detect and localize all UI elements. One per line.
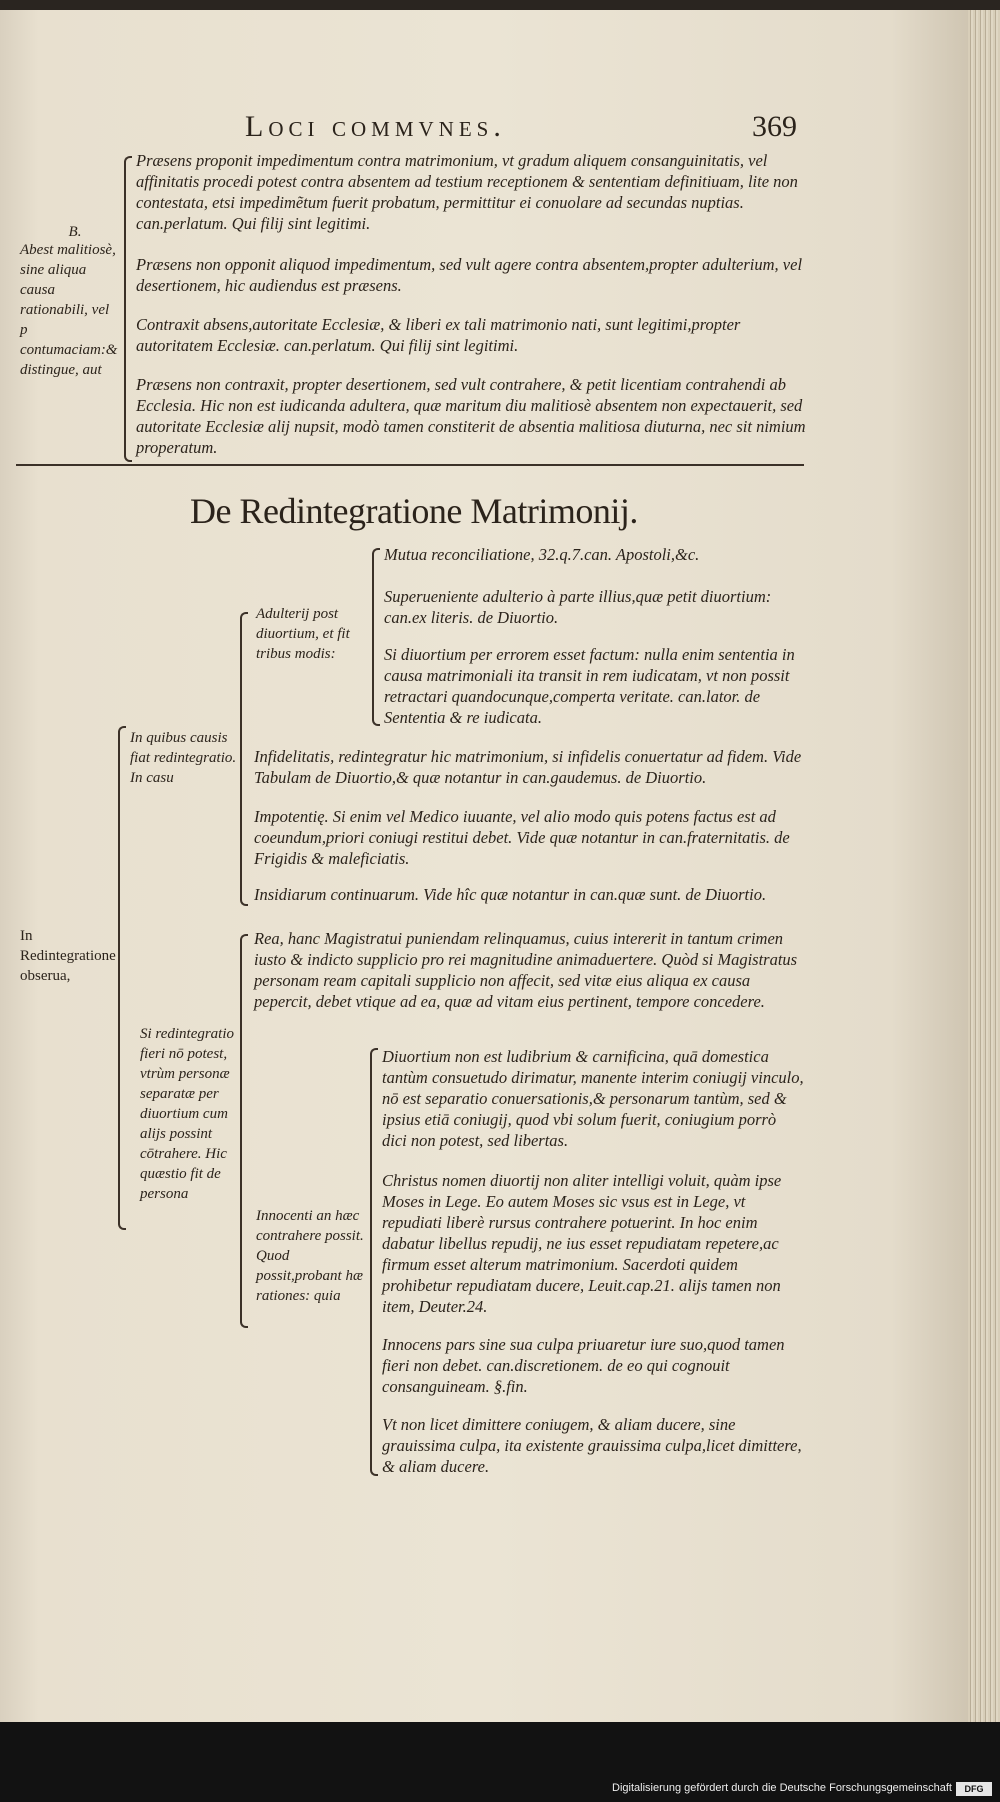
adulterij-label: Adulterij post diuortium, et fit tribus modis: <box>256 606 350 662</box>
page-edge <box>968 10 1000 1722</box>
adulterij-item-3: Si diuortium per errorem esset factum: nulla enim sententia in causa matrimoniali ita transit in rem iudicatam, vt non possit retractari quandocunque,comperta veritate. can.lator. de Sententia & re iudicata. <box>384 645 795 727</box>
branch-a-label: In quibus causis fiat redintegratio. In casu <box>130 730 237 786</box>
section-heading: De Redintegratione Matrimonij. <box>190 491 638 531</box>
adulterij-item-2: Superueniente adulterio à parte illius,quæ petit diuortium: can.ex literis. de Diuortio. <box>384 587 772 627</box>
innocenti-item-1: Diuortium non est ludibrium & carnificina, quā domestica tantùm consuetudo dirimatur, manente interim coniugij vinculo, nō est separatio conuersationis,& personarum tantùm, sed & ipsius etiā coniugij, quod vbi solum fuerit, coniugium porrò dici non potest, sed libertas. <box>382 1047 804 1150</box>
section1-brace <box>124 156 132 462</box>
branch-b-brace <box>240 934 248 1328</box>
branch-a-brace <box>240 612 248 906</box>
section1-entry-1: Præsens proponit impedimentum contra matrimonium, vt gradum aliquem consanguinitatis, vel affinitatis procedi potest contra absentem ad testium receptionem & sententiam definitiuam, lite non contestata, etsi impedimẽtum fuerit probatum, permittitur ei conuolare ad secundas nuptias. can.perlatum. Qui filij sint legitimi. <box>136 151 798 233</box>
running-header: Loci commvnes. <box>245 110 506 143</box>
innocenti-item-4: Vt non licet dimittere coniugem, & aliam ducere, sine grauissima culpa, ita existente grauissima culpa,licet dimittere, & aliam ducere. <box>382 1415 802 1476</box>
branch-b-label: Si redintegratio fieri nō potest, vtrùm personæ separatæ per diuortium cum alijs possint cōtrahere. Hic quæstio fit de persona <box>140 1026 235 1202</box>
section1-entry-4: Præsens non contraxit, propter desertionem, sed vult contrahere, & petit licentiam contrahendi ab Ecclesia. Hic non est iudicanda adultera, quæ maritum diu malitiosè absentem non expectauerit, sed autoritate Ecclesiæ alij nupsit, modò tamen constiterit de absentia malitiosa diuturna, nec sit nimium properatum. <box>136 375 806 457</box>
adulterij-item-1: Mutua reconciliatione, 32.q.7.can. Apostoli,&c. <box>384 545 700 564</box>
innocenti-item-3: Innocens pars sine sua culpa priuaretur iure suo,quod tamen fieri non debet. can.discretionem. de eo qui cognouit consanguineam. §.fin. <box>382 1335 785 1396</box>
section1-entry-3: Contraxit absens,autoritate Ecclesiæ, & liberi ex tali matrimonio nati, sunt legitimi,propter autoritatem Ecclesiæ. can.perlatum. Qui filij sint legitimi. <box>136 315 741 355</box>
section1-entry-2: Præsens non opponit aliquod impedimentum, sed vult agere contra absentem,propter adulterium, vel desertionem, hic audiendus est præsens. <box>136 255 803 295</box>
adulterij-brace <box>372 548 380 726</box>
footer-credit: Digitalisierung gefördert durch die Deutsche Forschungsgemeinschaft <box>612 1782 952 1794</box>
section-divider <box>16 464 804 466</box>
impotentie-item: Impotentię. Si enim vel Medico iuuante, vel alio modo quis potens factus est ad coeundum,priori coniugi restitui debet. Vide quæ notantur in can.fraternitatis. de Frigidis & maleficiatis. <box>254 807 790 868</box>
section1-left-label: Abest malitiosè, sine aliqua causa rationabili, vel p contumaciam:& distingue, aut <box>20 242 118 378</box>
innocenti-item-2: Christus nomen diuortij non aliter intelligi voluit, quàm ipse Moses in Lege. Eo autem Moses sic vsus est in Lege, vt repudiati liberè rursus contrahere potuerint. In hoc enim dabatur libellus repudij, ne ius esset repudiatam repetere,ac firmum esset alterum matrimonium. Sacerdoti quidem prohibetur repudiatam ducere, Leuit.cap.21. alijs tamen non item, Deuter.24. <box>382 1171 782 1316</box>
digitization-footer <box>0 1722 1000 1802</box>
insidiarum-item: Insidiarum continuarum. Vide hîc quæ notantur in can.quæ sunt. de Diuortio. <box>254 885 767 904</box>
rea-item: Rea, hanc Magistratui puniendam relinquamus, cuius intererit in tantum crimen iusto & indicto supplicio pro rei magnitudine animaduertere. Quòd si Magistratus personam ream capitali supplicio non affecit, sed vitæ eius aliqua ex causa pepercit, debet vtique ad ea, quæ ad vitam eius pertinent, tempore concedere. <box>254 929 798 1011</box>
left-label-marker: B. <box>68 224 82 240</box>
page-number: 369 <box>752 110 797 143</box>
infidelitatis-item: Infidelitatis, redintegratur hic matrimonium, si infidelis conuertatur ad fidem. Vide Tabulam de Diuortio,& quæ notantur in can.gaudemus. de Diuortio. <box>254 747 802 787</box>
innocenti-label: Innocenti an hæc contrahere possit. Quod possit,probant hæ rationes: quia <box>256 1208 364 1304</box>
root-brace <box>118 726 126 1230</box>
root-label: In Redintegratione obserua, <box>20 928 116 984</box>
dfg-logo: DFG <box>956 1782 992 1796</box>
innocenti-brace <box>370 1048 378 1476</box>
